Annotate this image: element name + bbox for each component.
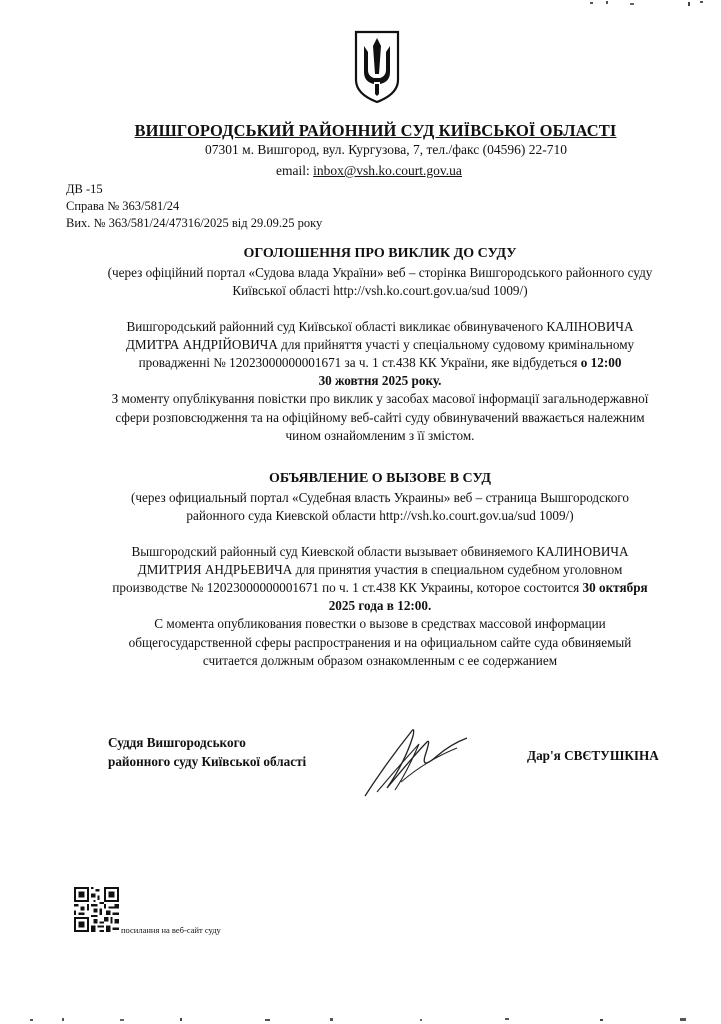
ua-body-line: сфери розповсюдження та на офіційному веб-сайті суду обвинувачений вважається належним: [115, 409, 645, 425]
judge-title: [108, 734, 306, 771]
dv-number: ДВ -15: [66, 182, 103, 196]
judge-title-line: Суддя Вишгородського: [108, 735, 246, 750]
ru-body-line: [60, 579, 700, 597]
ua-body-line: чином ознайомленим з її змістом.: [285, 427, 475, 443]
handwritten-signature: [357, 722, 472, 800]
email-link[interactable]: inbox@vsh.ko.court.gov.ua: [313, 163, 462, 178]
ru-body-line: С момента опубликования повестки о вызове в средствах массовой информации: [154, 616, 606, 632]
ua-announcement: [60, 245, 700, 445]
ua-body-text: провадженні № 12023000000001671 за ч. 1 ст.438 КК України, яке відбудеться: [138, 355, 581, 371]
outgoing-number: Вих. № 363/581/24/47316/2025 від 29.09.25 року: [66, 216, 323, 230]
trident-emblem: [352, 28, 402, 104]
qr-caption: посилання на веб-сайт суду: [121, 925, 221, 935]
ua-body-line: ДМИТРА АНДРІЙОВИЧА для прийняття участі у спеціальному судовому кримінальному: [125, 336, 635, 352]
ru-subtitle-line: (через официальный портал «Судебная власть Украины» веб – страница Вышгородского: [131, 490, 629, 506]
ru-body-line: общегосударственной сферы распространения и на официальном сайте суда обвиняемый: [128, 634, 632, 650]
ru-heading: ОБЪЯВЛЕНИЕ О ВЫЗОВЕ В СУД: [269, 471, 491, 486]
ua-heading: ОГОЛОШЕННЯ ПРО ВИКЛИК ДО СУДУ: [243, 246, 517, 261]
court-name-heading: ВИШГОРОДСЬКИЙ РАЙОННИЙ СУД КИЇВСЬКОЇ ОБЛАСТІ: [134, 121, 617, 140]
ua-body-line: Вишгородський районний суд Київської області викликає обвинуваченого КАЛІНОВИЧА: [126, 318, 634, 334]
scan-artifacts-bottom: [0, 1014, 721, 1024]
scan-artifacts-top: [0, 0, 721, 10]
ru-body-line: Вышгородский районный суд Киевской области вызывает обвиняемого КАЛИНОВИЧА: [131, 543, 629, 559]
document-meta: [66, 181, 322, 232]
court-address: 07301 м. Вишгород, вул. Кургузова, 7, тел./факс (04596) 22-710: [205, 142, 567, 157]
ua-subtitle-line: Київської області http://vsh.ko.court.gov.ua/sud 1009/): [232, 283, 528, 299]
ua-body-line: З моменту опублікування повістки про виклик у засобах масової інформації загальнодержавної: [111, 391, 649, 407]
ua-hearing-time: о 12:00: [580, 355, 622, 371]
ru-body-line: ДМИТРИЯ АНДРЬЕВИЧА для принятия участия в специальном судебном уголовном: [137, 561, 623, 577]
email-label: email:: [276, 163, 314, 178]
ru-body-line: считается должным образом ознакомленным с ее содержанием: [202, 652, 558, 668]
ua-hearing-date: 30 жовтня 2025 року.: [318, 373, 442, 389]
ru-announcement: [60, 470, 700, 670]
ru-subtitle-line: районного суда Киевской области http://vsh.ko.court.gov.ua/sud 1009/): [186, 508, 574, 524]
case-number: Справа № 363/581/24: [66, 199, 180, 213]
ru-hearing-time: 2025 года в 12:00.: [328, 598, 432, 614]
qr-code[interactable]: [74, 887, 119, 932]
ru-hearing-date: 30 октября: [582, 580, 648, 596]
ua-body-line: [60, 354, 700, 372]
ru-body-text: производстве № 12023000000001671 по ч. 1 ст.438 КК Украины, которое состоится: [112, 580, 583, 596]
judge-name: Дар'я СВЄТУШКІНА: [527, 748, 659, 763]
court-email-line: [276, 163, 462, 179]
judge-title-line: районного суду Київської області: [108, 753, 307, 769]
ua-subtitle-line: (через офіційний портал «Судова влада України» веб – сторінка Вишгородського районного суду: [107, 265, 653, 281]
